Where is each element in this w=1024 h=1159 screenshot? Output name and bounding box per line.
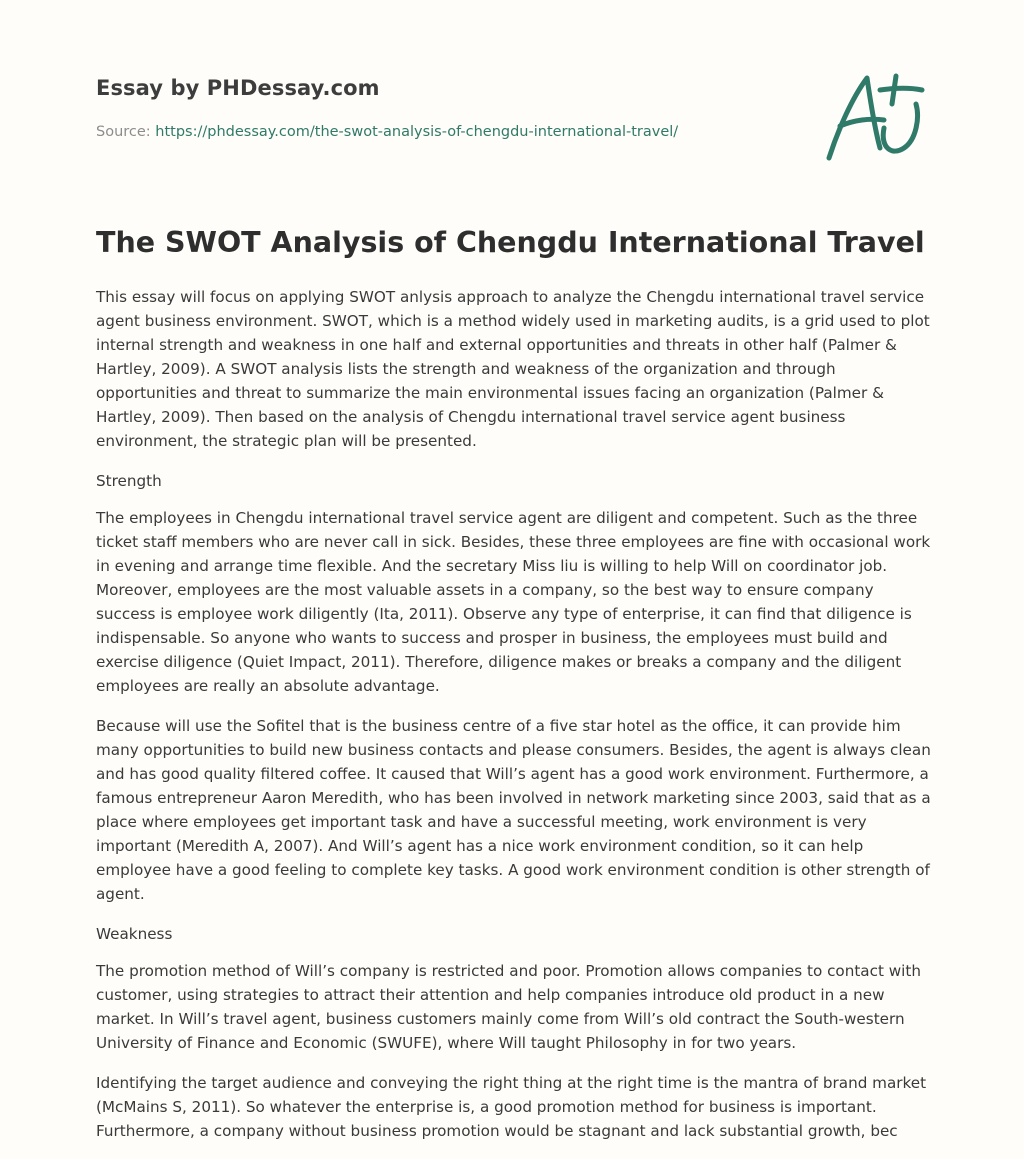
essay-paragraph: The employees in Chengdu international travel service agent are diligent and competent. Such as the three ticket staff members who are never call in sick. Besides, these three employees are fine with occasional work in evening and arrange time flexible. And the secretary Miss liu is willing to help Will on coordinator job. Moreover, employees are the most valuable assets in a company, so the best way to ensure company success is employee work diligently (Ita, 2011). Observe any type of enterprise, it can find that diligence is indispensable. So anyone who wants to success and prosper in business, the employees must build and exercise diligence (Quiet Impact, 2011). Therefore, diligence makes or breaks a company and the diligent employees are really an absolute advantage. bbox=[96, 509, 931, 695]
essay-paragraph: This essay will focus on applying SWOT anlysis approach to analyze the Chengdu international travel service agent business environment. SWOT, which is a method widely used in marketing audits, is a grid used to plot internal strength and weakness in one half and external opportunities and threats in other half (Palmer & Hartley, 2009). A SWOT analysis lists the strength and weakness of the organization and through opportunities and threat to summarize the main environmental issues facing an organization (Palmer & Hartley, 2009). Then based on the analysis of Chengdu international travel service agent business environment, the strategic plan will be presented. bbox=[96, 288, 930, 450]
section-heading: Strength bbox=[96, 472, 162, 490]
essay-paragraph: The promotion method of Will’s company is restricted and poor. Promotion allows companies to contact with customer, using strategies to attract their attention and help companies introduce old product in a new market. In Will’s travel agent, business customers mainly come from Will’s old contract the South-western University of Finance and Economic (SWUFE), where Will taught Philosophy in for two years. bbox=[96, 962, 921, 1052]
essay-body bbox=[96, 285, 932, 1159]
essay-title: The SWOT Analysis of Chengdu International Travel bbox=[96, 226, 925, 259]
source-label: Source: bbox=[96, 124, 156, 140]
essay-paragraph: Identifying the target audience and conveying the right thing at the right time is the mantra of brand market (McMains S, 2011). So whatever the enterprise is, a good promotion method for business is important. Furthermore, a company without business promotion would be stagnant and lack substantial growth, bec bbox=[96, 1074, 927, 1140]
site-brand: Essay by PHDessay.com bbox=[96, 76, 380, 100]
a-plus-logo bbox=[822, 68, 928, 168]
source-link[interactable]: https://phdessay.com/the-swot-analysis-of-chengdu-international-travel/ bbox=[155, 124, 679, 140]
section-heading: Weakness bbox=[96, 925, 173, 943]
essay-paragraph: Because will use the Sofitel that is the business centre of a five star hotel as the office, it can provide him many opportunities to build new business contacts and please consumers. Besides, the agent is always clean and has good quality filtered coffee. It caused that Will’s agent has a good work environment. Furthermore, a famous entrepreneur Aaron Meredith, who has been involved in network marketing since 2003, said that as a place where employees get important task and have a successful meeting, work environment is very important (Meredith A, 2007). And Will’s agent has a nice work environment condition, so it can help employee have a good feeling to complete key tasks. A good work environment condition is other strength of agent. bbox=[96, 717, 931, 903]
source-line bbox=[96, 124, 678, 140]
